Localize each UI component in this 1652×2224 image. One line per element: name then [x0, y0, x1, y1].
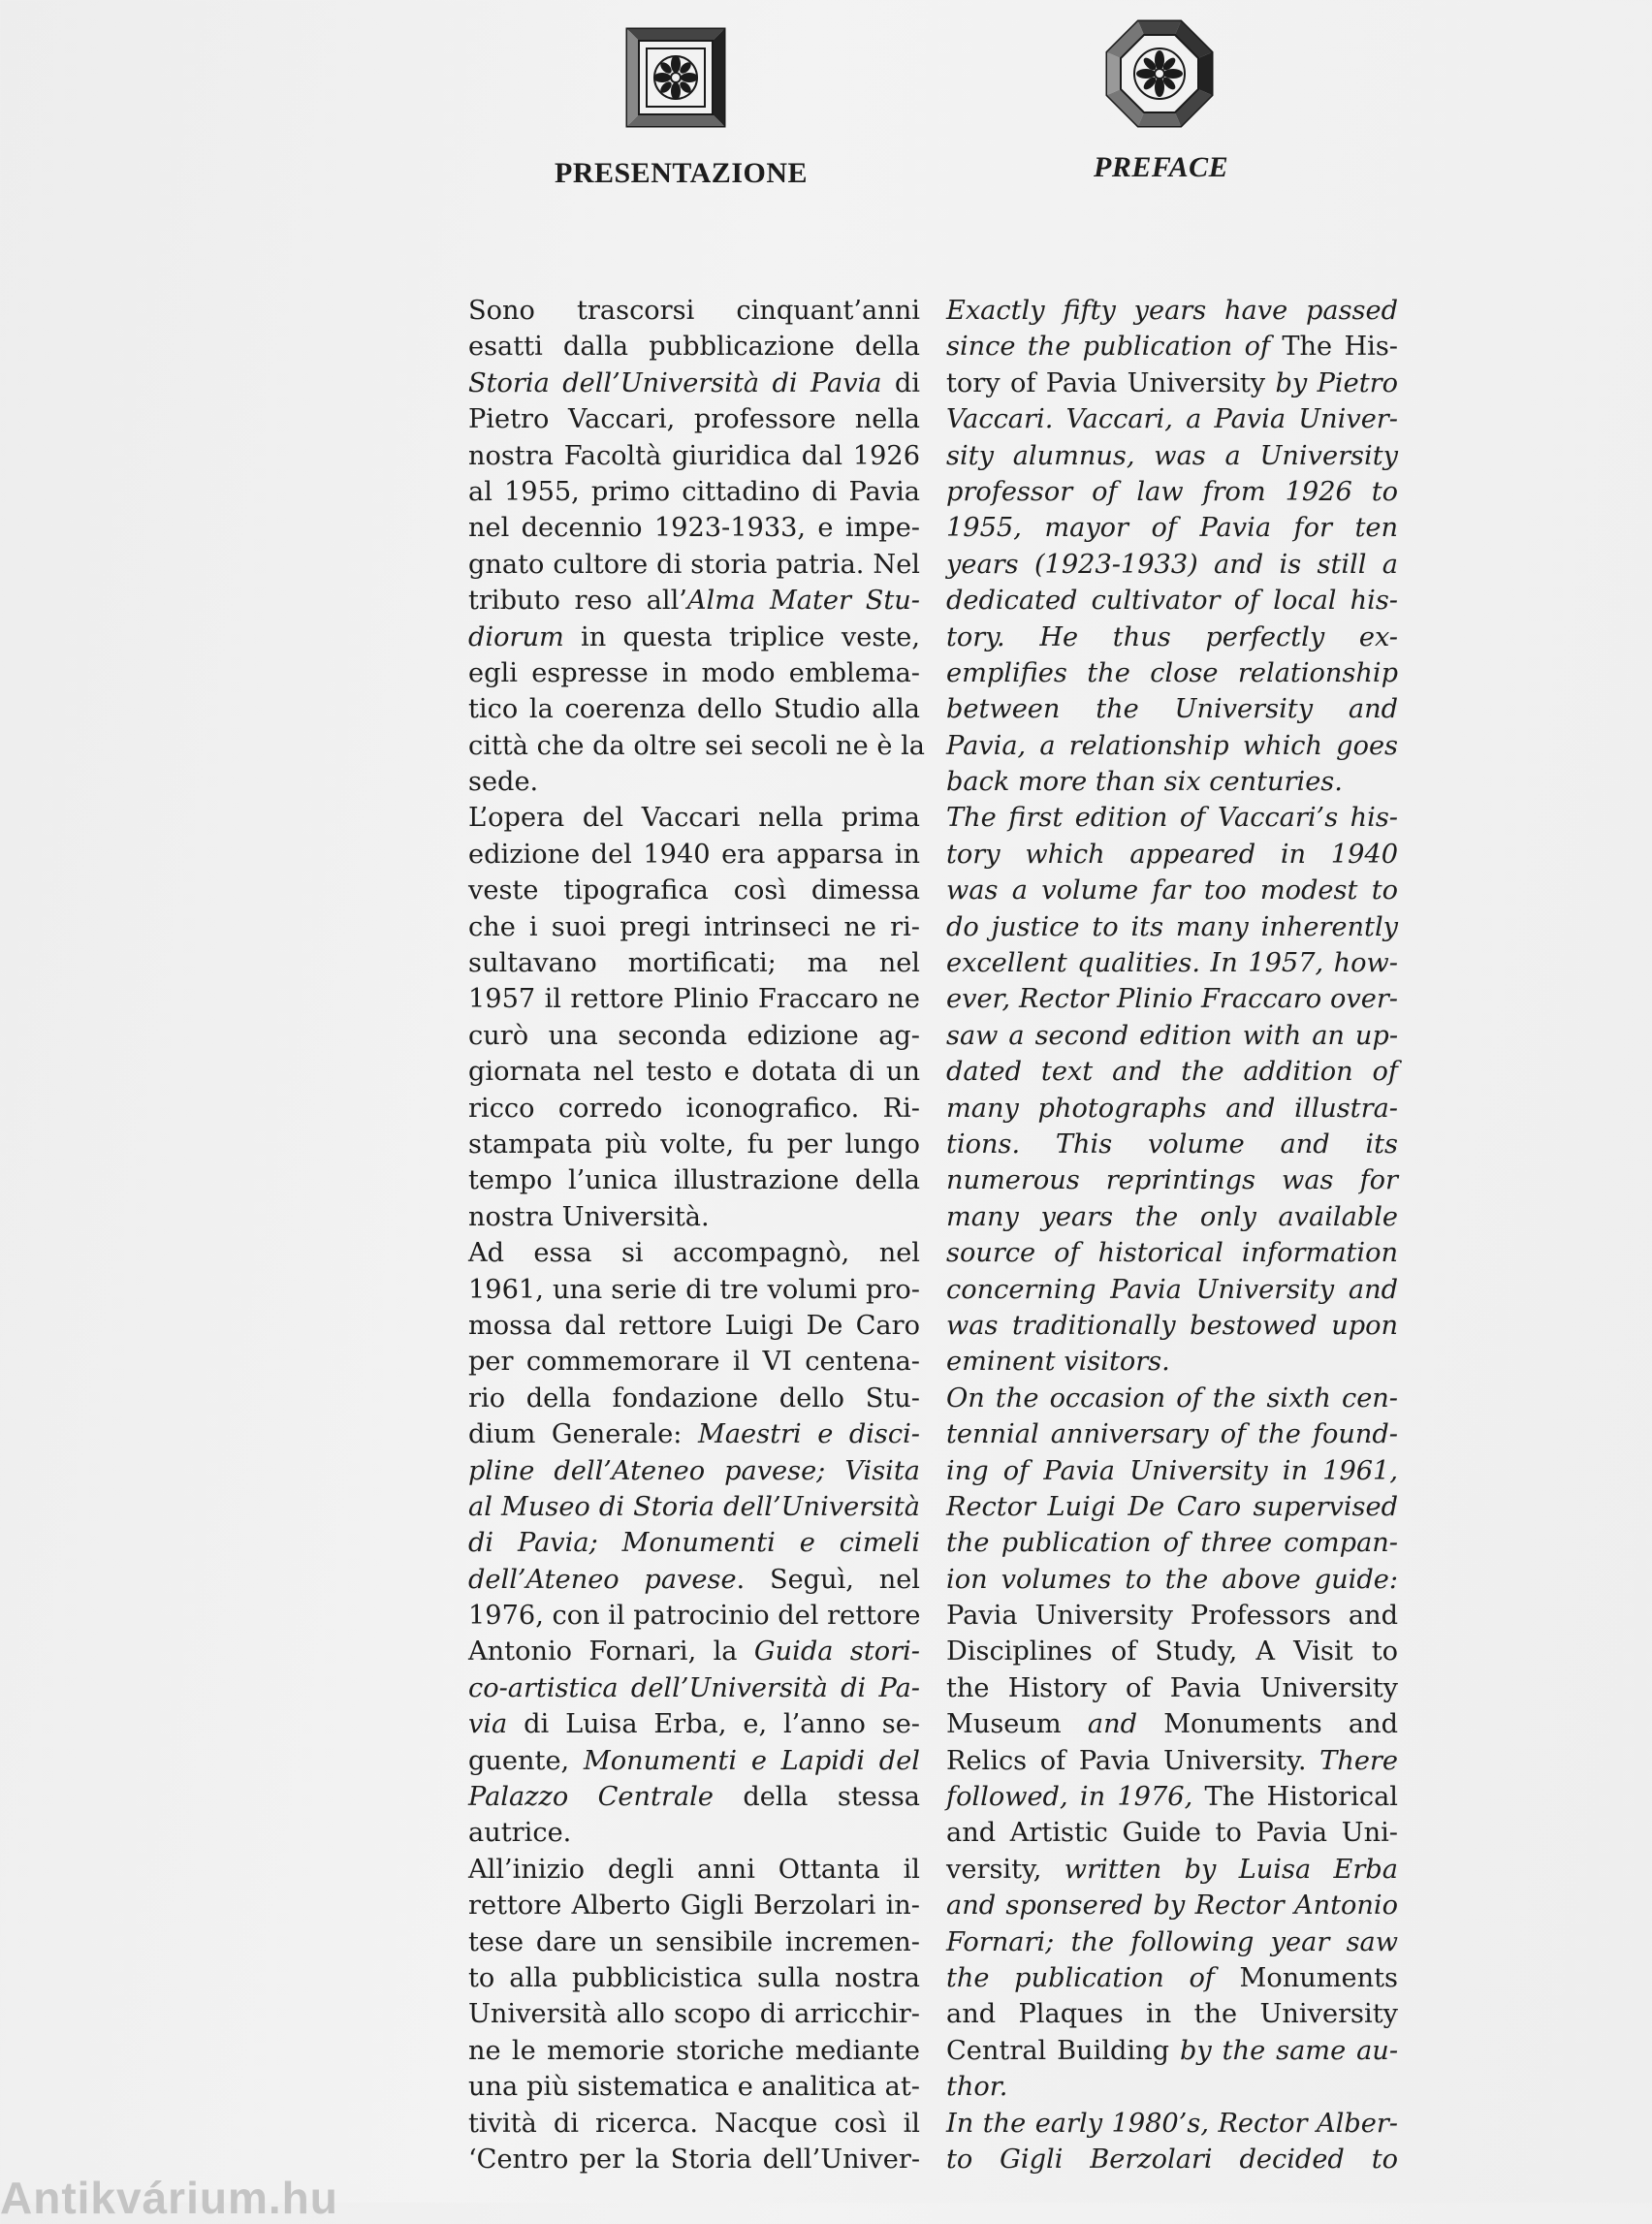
text-line: tennial anniversary of the found- — [946, 1419, 1398, 1450]
text-line: was traditionally bestowed upon — [946, 1310, 1398, 1341]
text-line: to alla pubblicistica sulla nostra — [468, 1962, 920, 1993]
text-line — [468, 1779, 920, 1815]
text-segment: Disciplines of Study, A Visit to — [946, 1636, 1398, 1668]
text-line: al 1955, primo cittadino di Pavia — [468, 476, 920, 507]
text-line — [946, 365, 1398, 401]
text-line — [468, 1743, 920, 1779]
text-line — [946, 2033, 1398, 2069]
text-segment: Pavia University Professors and — [946, 1601, 1398, 1632]
text-segment: followed, in 1976, — [946, 1782, 1205, 1813]
text-line — [946, 1670, 1398, 1706]
text-segment: dium Generale: — [468, 1419, 698, 1450]
text-line: Pavia, a relationship which goes — [946, 730, 1398, 761]
text-line: una più sistematica e analitica at- — [468, 2072, 920, 2103]
text-line: ricco corredo iconografico. Ri- — [468, 1093, 920, 1124]
text-line: concerning Pavia University and — [946, 1274, 1398, 1305]
text-segment: . Seguì, nel — [736, 1564, 920, 1595]
text-line: esatti dalla pubblicazione della — [468, 332, 920, 363]
text-line: curò una seconda edizione ag- — [468, 1020, 920, 1051]
text-line: Ad essa si accompagnò, nel — [468, 1238, 920, 1269]
text-segment: in questa triplice veste, — [563, 621, 920, 652]
text-line: ever, Rector Plinio Fraccaro over- — [946, 984, 1398, 1015]
text-line — [468, 1670, 920, 1706]
text-line: between the University and — [946, 694, 1398, 725]
text-line — [946, 1779, 1398, 1815]
text-segment: Alma Mater Stu- — [686, 586, 920, 617]
english-text-column — [946, 293, 1398, 2177]
text-line: Pietro Vaccari, professore nella — [468, 404, 920, 435]
text-line: do justice to its many inherently — [946, 911, 1398, 942]
text-segment: di Pavia; Monumenti e cimeli — [468, 1528, 920, 1559]
text-line: dedicated cultivator of local his- — [946, 586, 1398, 617]
text-line: the publication of three compan- — [946, 1528, 1398, 1559]
text-line: 1957 il rettore Plinio Fraccaro ne — [468, 984, 920, 1015]
text-line: All’inizio degli anni Ottanta il — [468, 1854, 920, 1885]
text-line: nostra Università. — [468, 1201, 710, 1232]
text-line: che i suoi pregi intrinseci ne ri- — [468, 911, 920, 942]
text-line: was a volume far too modest to — [946, 875, 1398, 906]
text-line: tempo l’unica illustrazione della — [468, 1165, 920, 1196]
text-line: nel decennio 1923-1933, e impe- — [468, 513, 920, 544]
italian-text-column — [468, 293, 925, 2177]
text-segment: tory of Pavia University — [946, 367, 1266, 398]
text-segment: Palazzo Centrale — [468, 1782, 714, 1813]
text-segment: tributo reso all’ — [468, 586, 687, 617]
text-line: rettore Alberto Gigli Berzolari in- — [468, 1890, 920, 1922]
text-line: excellent qualities. In 1957, how- — [946, 948, 1398, 979]
text-line: 1961, una serie di tre volumi pro- — [468, 1274, 920, 1305]
text-line: tività di ricerca. Nacque così il — [468, 2108, 920, 2139]
text-line: back more than six centuries. — [946, 767, 1343, 798]
text-line: In the early 1980’s, Rector Alber- — [946, 2108, 1398, 2139]
text-line: tions. This volume and its — [946, 1128, 1398, 1160]
text-line: Rector Luigi De Caro supervised — [946, 1491, 1398, 1522]
text-line: tico la coerenza dello Studio alla — [468, 694, 920, 725]
text-segment: dell’Ateneo pavese — [468, 1564, 737, 1595]
page-title-italian: PRESENTAZIONE — [555, 157, 809, 189]
text-line: ne le memorie storiche mediante — [468, 2035, 920, 2066]
text-segment: di Luisa Erba, e, l’anno se- — [507, 1709, 920, 1740]
text-line: professor of law from 1926 to — [946, 476, 1398, 507]
text-line: per commemorare il VI centena- — [468, 1347, 920, 1378]
text-segment: written by Luisa Erba — [1041, 1854, 1398, 1885]
text-segment: Monumenti e Lapidi del — [583, 1745, 920, 1776]
text-segment: and Plaques in the University — [946, 1999, 1398, 2030]
text-line: mossa dal rettore Luigi De Caro — [468, 1310, 920, 1341]
text-line: sity alumnus, was a University — [946, 440, 1398, 471]
text-line: years (1923-1933) and is still a — [946, 549, 1398, 580]
text-segment: since the publication of — [946, 332, 1283, 363]
text-line: Sono trascorsi cinquant’anni — [468, 296, 920, 326]
text-line: Exactly fifty years have passed — [946, 296, 1398, 326]
text-line: autrice. — [468, 1818, 572, 1849]
text-segment: Guida stori- — [753, 1636, 920, 1668]
text-line — [946, 1598, 1398, 1634]
text-line — [468, 1416, 920, 1452]
text-line: rio della fondazione dello Stu- — [468, 1382, 920, 1414]
octagon-rosette-ornament-icon — [1105, 19, 1214, 128]
text-segment: by Pietro — [1265, 367, 1398, 398]
text-line: veste tipografica così dimessa — [468, 875, 920, 906]
text-line — [468, 1453, 920, 1489]
text-line — [946, 1852, 1398, 1888]
text-line — [946, 1996, 1398, 2032]
text-segment: via — [468, 1709, 508, 1740]
text-line: ing of Pavia University in 1961, — [946, 1455, 1398, 1486]
page-title-english: PREFACE — [1094, 151, 1229, 183]
text-line: On the occasion of the sixth cen- — [946, 1382, 1398, 1414]
text-line — [946, 1815, 1398, 1851]
text-line: giornata nel testo e dotata di un — [468, 1057, 920, 1088]
text-line: Vaccari. Vaccari, a Pavia Univer- — [946, 404, 1398, 435]
text-line: many photographs and illustra- — [946, 1093, 1398, 1124]
text-line: tese dare un sensibile incremen- — [468, 1926, 920, 1957]
text-line — [468, 1489, 920, 1525]
text-segment: The His- — [1282, 332, 1398, 363]
text-segment: diorum — [468, 621, 564, 652]
text-segment: guente, — [468, 1745, 584, 1776]
square-rosette-ornament-icon — [625, 27, 726, 128]
text-line: dated text and the addition of — [946, 1057, 1398, 1088]
text-line: and sponsered by Rector Antonio — [946, 1890, 1398, 1922]
text-line: stampata più volte, fu per lungo — [468, 1128, 920, 1160]
text-segment: co-artistica dell’Università di Pa- — [468, 1672, 920, 1703]
text-line: gnato cultore di storia patria. Nel — [468, 549, 920, 580]
text-line — [468, 1706, 920, 1742]
text-segment: versity, — [946, 1854, 1042, 1885]
text-segment: Monuments — [1239, 1962, 1398, 1993]
text-line — [468, 1525, 920, 1561]
text-line: L’opera del Vaccari nella prima — [468, 803, 920, 834]
text-line: The first edition of Vaccari’s his- — [946, 803, 1398, 834]
text-segment: Antonio Fornari, la — [468, 1636, 754, 1668]
text-line — [946, 329, 1398, 365]
text-line — [468, 620, 920, 655]
text-line: nostra Facoltà giuridica dal 1926 — [468, 440, 920, 471]
text-segment: al Museo di Storia dell’Università — [468, 1491, 920, 1522]
text-line: egli espresse in modo emblema- — [468, 657, 920, 688]
text-line — [468, 1634, 920, 1669]
text-line: tory which appeared in 1940 — [946, 839, 1398, 870]
text-segment: The Historical — [1204, 1782, 1398, 1813]
text-line: thor. — [946, 2072, 1008, 2103]
text-line — [468, 365, 920, 401]
text-segment: Museum — [946, 1709, 1062, 1740]
text-line: tory. He thus perfectly ex- — [946, 621, 1398, 652]
text-line: saw a second edition with an up- — [946, 1020, 1398, 1051]
text-line: Fornari; the following year saw — [946, 1926, 1398, 1957]
text-line: Università allo scopo di arricchir- — [468, 1999, 920, 2030]
text-line — [468, 583, 920, 619]
text-segment: and Artistic Guide to Pavia Uni- — [946, 1818, 1398, 1849]
text-segment: There — [1306, 1745, 1399, 1776]
text-line: many years the only available — [946, 1201, 1398, 1232]
text-line: ‘Centro per la Storia dell’Univer- — [468, 2144, 920, 2175]
text-segment: Monuments and — [1163, 1709, 1398, 1740]
text-line — [468, 1562, 920, 1598]
text-segment: the publication of — [946, 1962, 1240, 1993]
text-line: to Gigli Berzolari decided to — [946, 2144, 1398, 2175]
text-line: source of historical information — [946, 1238, 1398, 1269]
text-line: eminent visitors. — [946, 1347, 1170, 1378]
text-segment: Relics of Pavia University. — [946, 1745, 1307, 1776]
text-segment: di — [881, 367, 920, 398]
text-line: sede. — [468, 767, 539, 798]
text-segment: the History of Pavia University — [946, 1672, 1398, 1703]
watermark: Antikvárium.hu — [0, 2173, 338, 2223]
text-segment: and — [1061, 1709, 1164, 1740]
text-segment: Central Building — [946, 2035, 1170, 2066]
text-line — [946, 1634, 1398, 1669]
text-segment: pline dell’Ateneo pavese; Visita — [468, 1455, 920, 1486]
text-line — [946, 1706, 1398, 1742]
text-segment: Storia dell’Università di Pavia — [468, 367, 882, 398]
text-segment: della stessa — [713, 1782, 920, 1813]
text-line: numerous reprintings was for — [946, 1165, 1398, 1196]
text-line: sultavano mortificati; ma nel — [468, 948, 920, 979]
text-line: 1976, con il patrocinio del rettore — [468, 1601, 921, 1632]
text-segment: by the same au- — [1169, 2035, 1399, 2066]
text-line: edizione del 1940 era apparsa in — [468, 839, 920, 870]
text-line — [946, 1743, 1398, 1779]
text-line: emplifies the close relationship — [946, 657, 1398, 688]
text-line — [946, 1960, 1398, 1996]
text-line: città che da oltre sei secoli ne è la — [468, 730, 925, 761]
text-segment: Maestri e disci- — [698, 1419, 920, 1450]
text-line: ion volumes to the above guide: — [946, 1564, 1398, 1595]
text-line: 1955, mayor of Pavia for ten — [946, 513, 1398, 544]
